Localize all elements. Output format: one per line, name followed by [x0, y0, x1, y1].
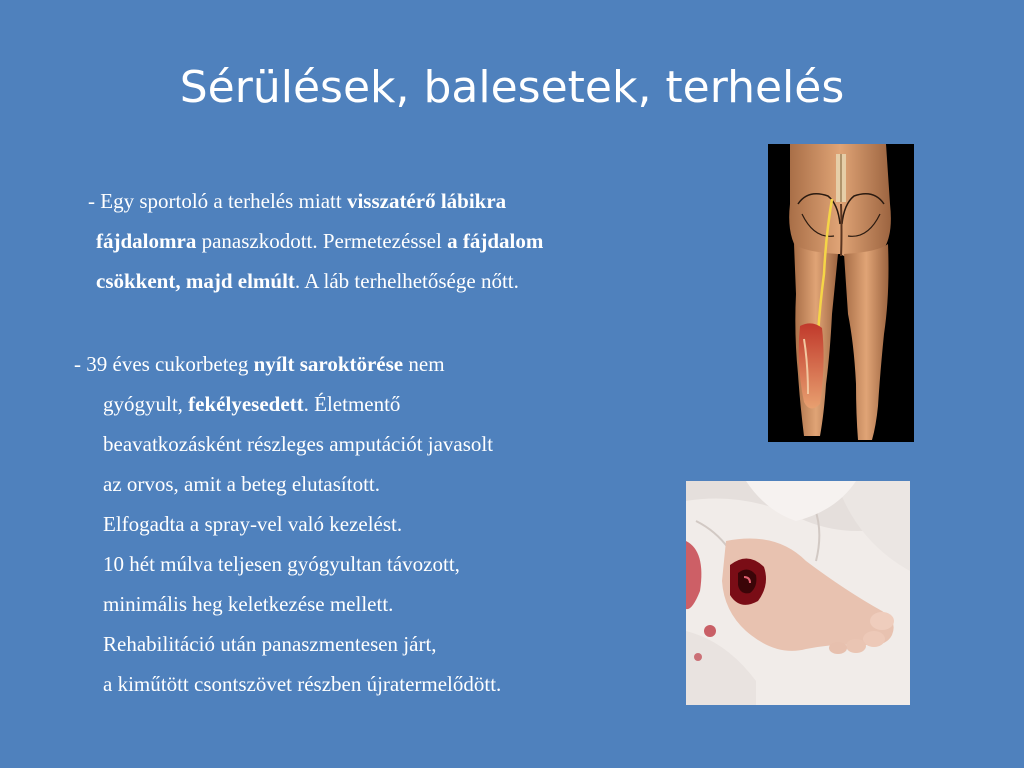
bold-text-run: fekélyesedett: [188, 392, 304, 416]
paragraph-line: [88, 261, 543, 301]
paragraph-line: Elfogadta a spray-vel való kezelést.: [103, 512, 403, 536]
text-run: . Életmentő: [303, 392, 401, 416]
bold-text-run: csökkent, majd elmúlt: [96, 269, 295, 293]
text-run: - Egy sportoló a terhelés miatt: [88, 189, 347, 213]
bold-text-run: fájdalomra: [96, 229, 197, 253]
paragraph-diabetic-patient: [74, 344, 501, 704]
bold-text-run: visszatérő lábikra: [346, 189, 507, 213]
slide-title: Sérülések, balesetek, terhelés: [179, 62, 845, 113]
text-run: nem: [403, 352, 445, 376]
anatomy-legs-image: [768, 144, 914, 442]
paragraph-line: [74, 384, 501, 424]
text-run: - 39 éves cukorbeteg: [74, 352, 254, 376]
paragraph-line: az orvos, amit a beteg elutasított.: [103, 472, 380, 496]
paragraph-line: 10 hét múlva teljesen gyógyultan távozott,: [103, 552, 460, 576]
bold-text-run: nyílt saroktörése: [253, 352, 404, 376]
text-run: panaszkodott. Permetezéssel: [196, 229, 448, 253]
paragraph-line: beavatkozásként részleges amputációt javasolt: [103, 432, 494, 456]
paragraph-line: minimális heg keletkezése mellett.: [103, 592, 394, 616]
paragraph-line: [74, 344, 501, 384]
heel-wound-photo: [686, 481, 910, 705]
paragraph-line: [88, 221, 543, 261]
paragraph-line: a kiműtött csontszövet részben újratermelődött.: [103, 672, 502, 696]
paragraph-athlete: [88, 181, 543, 301]
text-run: gyógyult,: [103, 392, 189, 416]
paragraph-line: Rehabilitáció után panaszmentesen járt,: [103, 632, 437, 656]
bold-text-run: a fájdalom: [447, 229, 544, 253]
paragraph-line: [88, 181, 543, 221]
text-run: . A láb terhelhetősége nőtt.: [294, 269, 519, 293]
